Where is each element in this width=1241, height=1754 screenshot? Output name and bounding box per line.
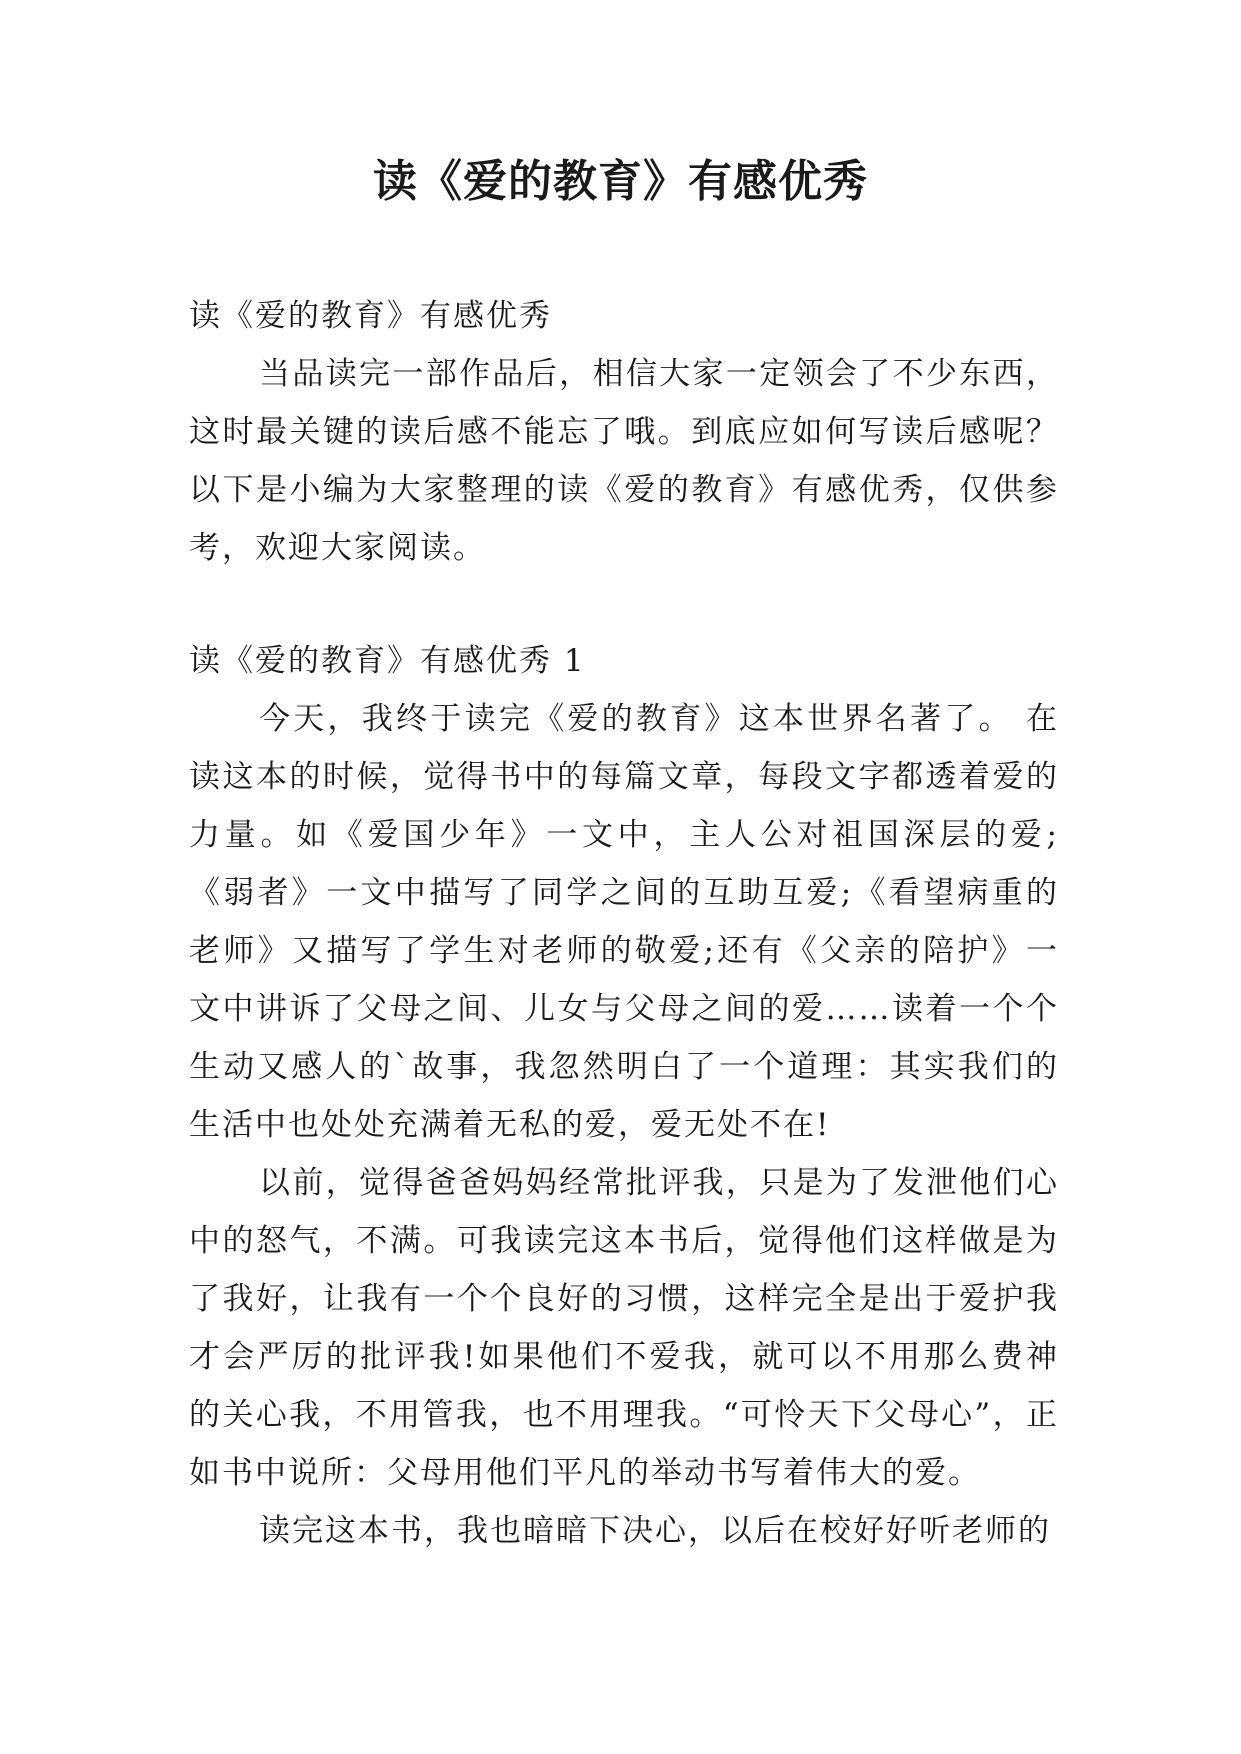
section-1-heading: 读《爱的教育》有感优秀 1: [189, 643, 586, 679]
document-title: 读《爱的教育》有感优秀: [373, 156, 868, 207]
section-1-paragraph-2: 以前，觉得爸爸妈妈经常批评我，只是为了发泄他们心中的怒气，不满。可我读完这本书后，觉得他们这样做是为了我好，让我有一个个良好的习惯，这样完全是出于爱护我才会严厉的批评我!如果他们不爱我，就可以不用那么费神的关心我，不用管我，也不用理我。“可怜天下父母心”，正如书中说所：父母用他们平凡的举动书写着伟大的爱。: [189, 1165, 1059, 1491]
section-1-paragraph-3: 读完这本书，我也暗暗下决心，以后在校好好听老师的: [259, 1513, 1051, 1549]
intro-section: [189, 287, 1059, 577]
section-1-paragraph-1: 今天，我终于读完《爱的教育》这本世界名著了。 在读这本的时候，觉得书中的每篇文章，每段文字都透着爱的力量。如《爱国少年》一文中，主人公对祖国深层的爱;《弱者》一文中描写了同学之间的互助互爱;《看望病重的老师》又描写了学生对老师的敬爱;还有《父亲的陪护》一文中讲诉了父母之间、儿女与父母之间的爱……读着一个个生动又感人的`故事，我忽然明白了一个道理：其实我们的生活中也处处充满着无私的爱，爱无处不在!: [189, 701, 1059, 1143]
essay-section-1: [189, 632, 1059, 1560]
intro-paragraph: 当品读完一部作品后，相信大家一定领会了不少东西，这时最关键的读后感不能忘了哦。到底应如何写读后感呢？以下是小编为大家整理的读《爱的教育》有感优秀，仅供参考，欢迎大家阅读。: [189, 356, 1059, 566]
intro-heading: 读《爱的教育》有感优秀: [189, 298, 552, 334]
